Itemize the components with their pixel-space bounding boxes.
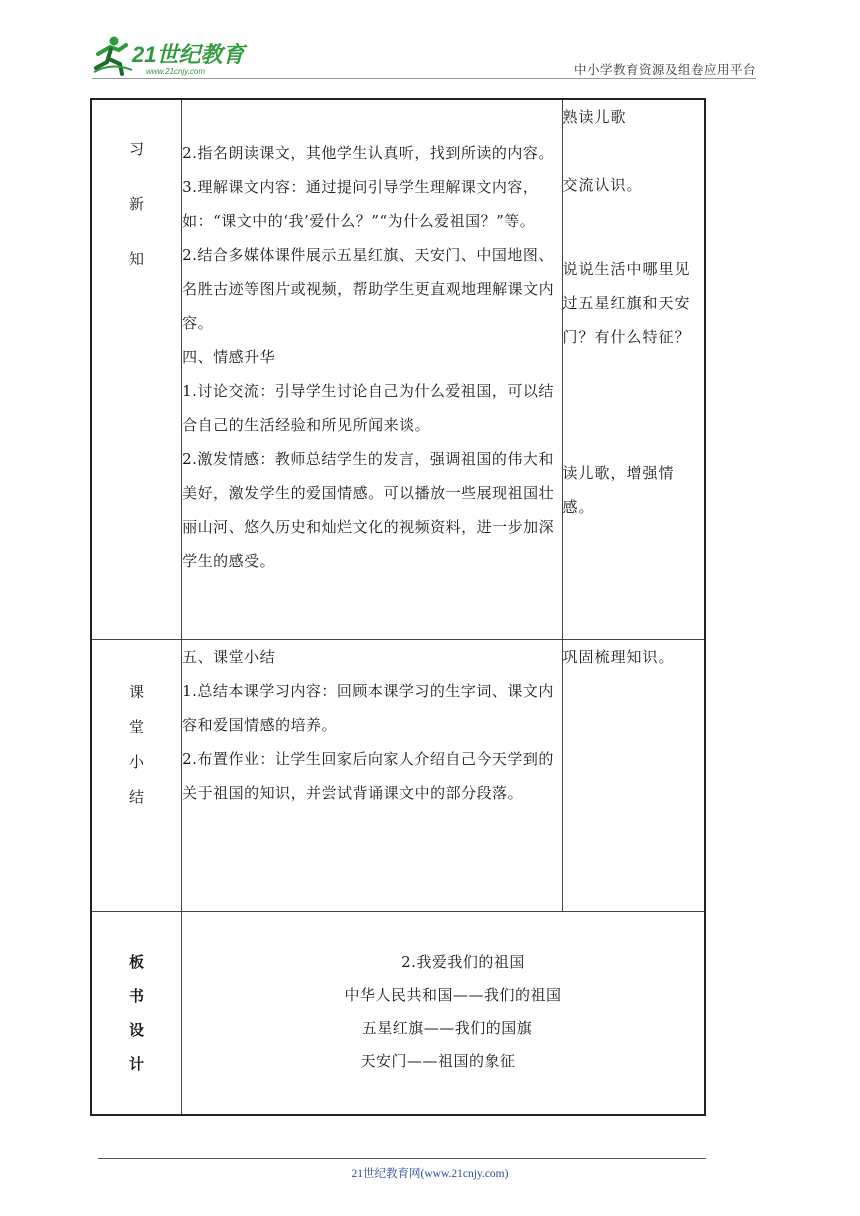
board-line: 中华人民共和国——我们的祖国 bbox=[344, 985, 562, 1004]
content-paragraph: 1.总结本课学习内容：回顾本课学习的生字词、课文内容和爱国情感的培养。 bbox=[182, 681, 554, 734]
activity-text: 读儿歌，增强情感。 bbox=[562, 464, 675, 516]
board-design-cell bbox=[182, 911, 705, 1115]
section-label-learn bbox=[91, 99, 182, 639]
content-paragraph: 2.结合多媒体课件展示五星红旗、天安门、中国地图、名胜古迹等图片或视频，帮助学生更直观地理解课文内容。 bbox=[182, 246, 555, 332]
content-paragraph: 3.理解课文内容：通过提问引导学生理解课文内容，如：“课文中的‘我’爱什么？”“为什么爱祖国？”等。 bbox=[182, 178, 539, 230]
activity-cell-learn bbox=[562, 99, 705, 639]
board-line: 2.我爱我们的祖国 bbox=[401, 952, 525, 971]
content-paragraph: 2.激发情感：教师总结学生的发言，强调祖国的伟大和美好，激发学生的爱国情感。可以播放一些展现祖国壮丽山河、悠久历史和灿烂文化的视频资料，进一步加深学生的感受。 bbox=[182, 450, 555, 570]
activity-text: 交流认识。 bbox=[562, 176, 643, 194]
content-cell-summary bbox=[182, 639, 562, 911]
runner-logo-icon bbox=[92, 32, 262, 78]
section-char: 习 bbox=[129, 140, 145, 158]
board-line: 天安门——祖国的象征 bbox=[360, 1051, 516, 1070]
section-char: 小 bbox=[129, 752, 145, 771]
content-cell-learn bbox=[182, 99, 562, 639]
section-char: 计 bbox=[129, 1054, 145, 1073]
platform-title: 中小学教育资源及组卷应用平台 bbox=[573, 62, 756, 77]
content-paragraph: 2.布置作业：让学生回家后向家人介绍自己今天学到的关于祖国的知识，并尝试背诵课文中的部分段落。 bbox=[182, 749, 554, 802]
content-heading: 四、情感升华 bbox=[182, 348, 276, 366]
activity-cell-summary bbox=[562, 639, 705, 911]
table-row-board bbox=[91, 911, 705, 1115]
section-char: 书 bbox=[129, 986, 145, 1005]
section-char: 板 bbox=[129, 952, 145, 971]
section-char: 堂 bbox=[129, 717, 145, 736]
activity-text: 巩固梳理知识。 bbox=[562, 647, 675, 666]
content-paragraph: 2.指名朗读课文，其他学生认真听，找到所读的内容。 bbox=[182, 144, 554, 162]
svg-text:www.21cnjy.com: www.21cnjy.com bbox=[146, 67, 205, 76]
activity-text: 说说生活中哪里见过五星红旗和天安门？有什么特征？ bbox=[562, 260, 691, 346]
site-logo bbox=[92, 32, 262, 78]
section-char: 结 bbox=[129, 787, 145, 806]
footer-link[interactable]: 21世纪教育网(www.21cnjy.com) bbox=[351, 1168, 509, 1180]
section-label-board bbox=[91, 911, 182, 1115]
section-char: 设 bbox=[129, 1020, 145, 1039]
board-line: 五星红旗——我们的国旗 bbox=[361, 1018, 533, 1037]
table-row-learn bbox=[91, 99, 705, 639]
content-heading: 五、课堂小结 bbox=[182, 647, 276, 666]
header-divider bbox=[92, 78, 756, 79]
activity-text: 熟读儿歌 bbox=[562, 108, 627, 126]
content-paragraph: 1.讨论交流：引导学生讨论自己为什么爱祖国，可以结合自己的生活经验和所见所闻来谈。 bbox=[182, 382, 554, 434]
section-char: 新 bbox=[129, 195, 145, 213]
footer-divider bbox=[98, 1158, 706, 1159]
table-row-summary bbox=[91, 639, 705, 911]
section-label-summary bbox=[91, 639, 182, 911]
section-char: 课 bbox=[129, 682, 145, 701]
lesson-plan-table bbox=[90, 98, 706, 1116]
section-char: 知 bbox=[129, 250, 145, 268]
svg-text:21世纪教育: 21世纪教育 bbox=[132, 42, 245, 67]
